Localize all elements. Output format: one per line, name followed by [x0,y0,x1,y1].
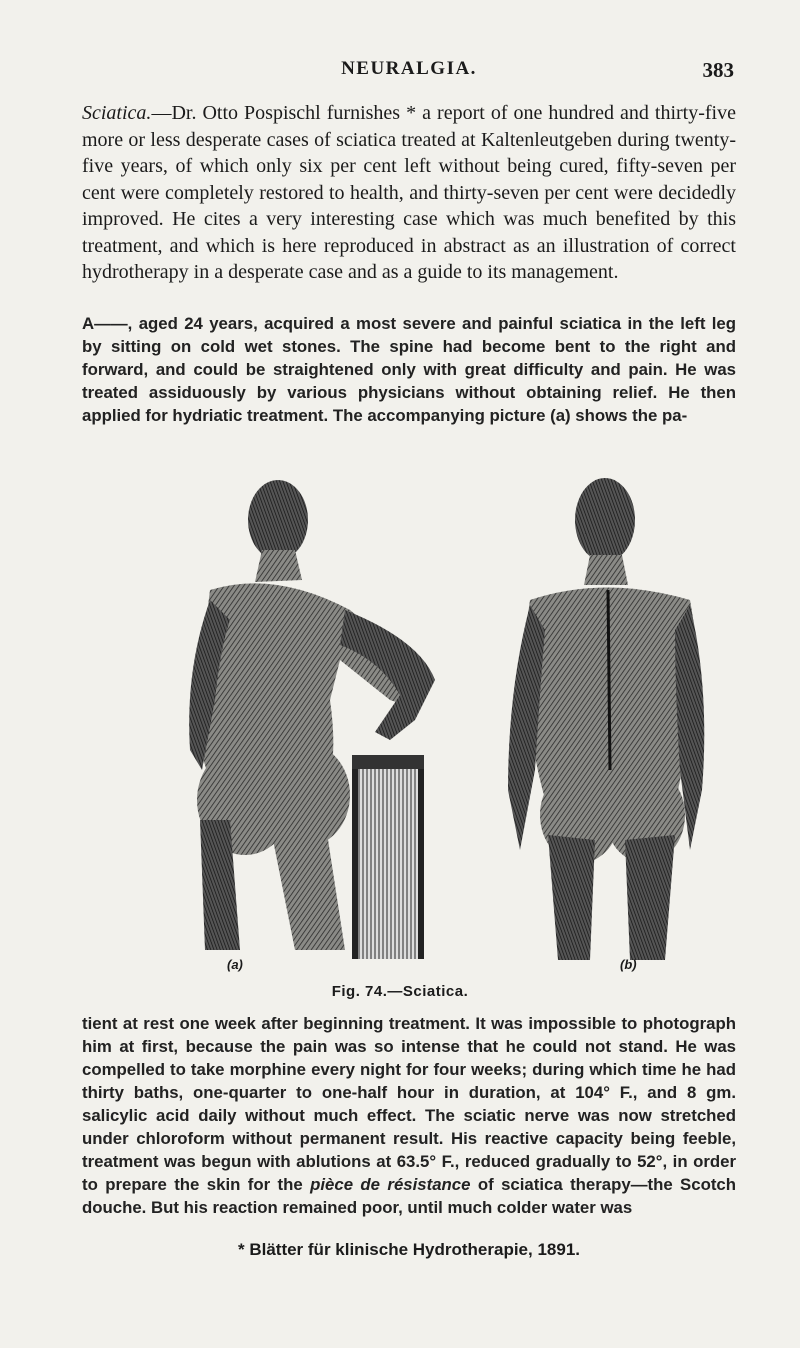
figure-label-b: (b) [620,957,637,972]
intro-paragraph [82,100,736,286]
section-heading: Sciatica. [82,102,152,124]
running-title: NEURALGIA. [341,58,477,79]
figure-label-a: (a) [227,957,243,972]
sciatica-illustration [90,470,730,970]
case-paragraph-2 [82,1012,736,1219]
figure-b-drawing [508,478,704,960]
case-text-part-1: tient at rest one week after beginning treatment. It was impossible to photograph him at first, because the pain was so intense that he could not stand. He was compelled to take morphine every night for four weeks; during which time he had thirty baths, one-quarter to one-half hour in duration, at 104° F., and 8 gm. salicylic acid daily without much effect. The sciatic nerve was now stretched under chloroform without permanent result. His reactive capacity being feeble, treatment was begun with ablutions at 63.5° F., reduced gradually to 52°, in order to prepare the skin for the [82,1014,736,1194]
page-header [84,58,734,88]
case-text-italic: pièce de résistance [310,1175,471,1194]
case-text-part-2: of sciatica therapy—the Scotch douche. But his reaction remained poor, until much colder water was [82,1175,736,1217]
figure-74 [90,470,730,970]
intro-text: —Dr. Otto Pospischl furnishes * a report of one hundred and thirty-five more or less desperate cases of sciatica treated at Kaltenleutgeben during twenty-five years, of which only six per cent left without being cured, fifty-seven per cent were completely restored to health, and thirty-seven per cent were decidedly improved. He cites a very interesting case which was much benefited by this treatment, and which is here reproduced in abstract as an illustration of correct hydrotherapy in a desperate case and as a guide to its management. [82,102,736,283]
page-number: 383 [702,58,734,82]
figure-a-drawing [189,480,435,959]
figure-caption: Fig. 74.—Sciatica. [331,983,469,1000]
footnote: * Blätter für klinische Hydrotherapie, 1891. [237,1240,580,1259]
case-paragraph-1: A——, aged 24 years, acquired a most severe and painful sciatica in the left leg by sitting on cold wet stones. The spine had become bent to the right and forward, and could be straightened only with great difficulty and pain. He was treated assiduously by various physicians without obtaining relief. He then applied for hydriatic treatment. The accompanying picture (a) shows the pa- [82,314,736,425]
